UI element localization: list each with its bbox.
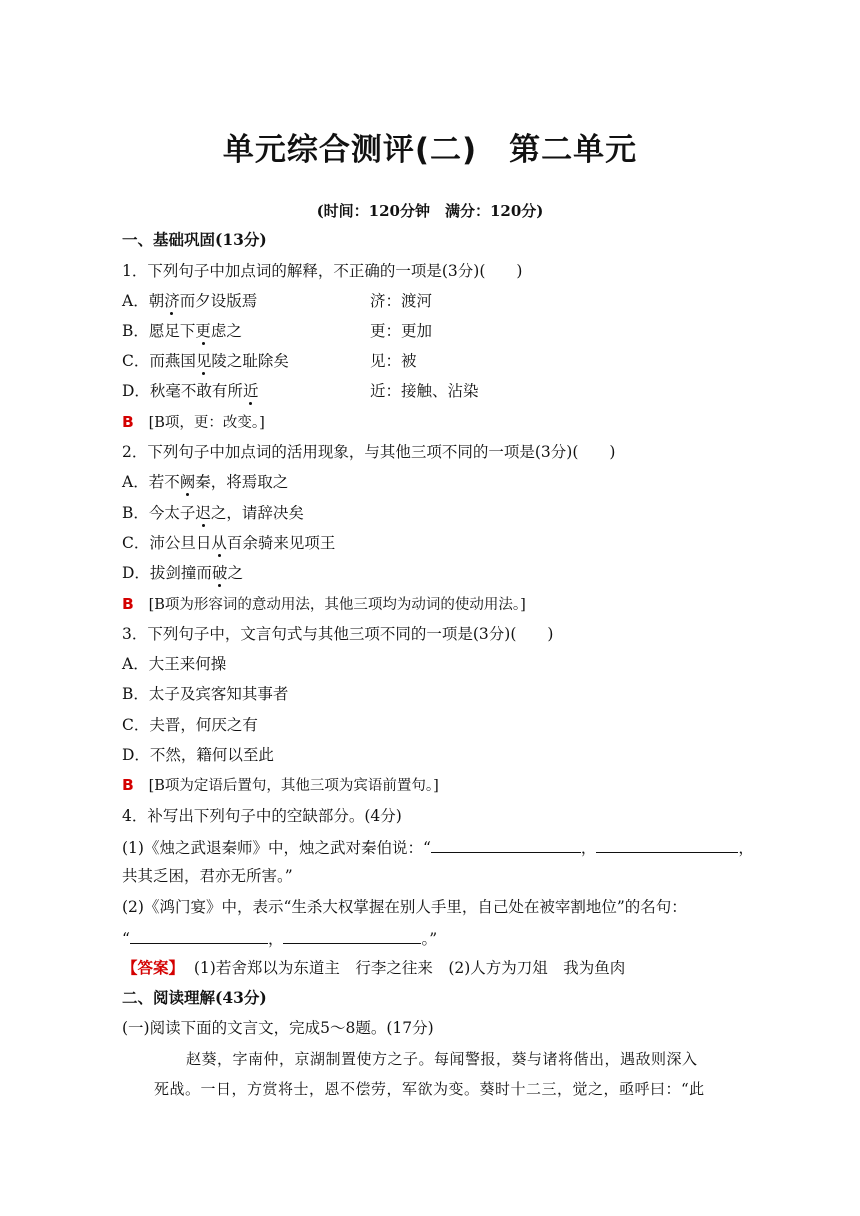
answer-blank[interactable] — [431, 836, 581, 853]
answer-blank[interactable] — [596, 836, 738, 853]
prompt-text: (1)《烛之武退秦师》中，烛之武对秦伯说：“ — [122, 839, 431, 857]
page-title: 单元综合测评(二) 第二单元 — [222, 132, 638, 168]
answer-explanation: [B项为定语后置句，其他三项为宾语前置句。] — [148, 778, 439, 794]
q4-part2-blanks — [122, 927, 762, 949]
option-text: A．朝 — [122, 292, 165, 310]
punctuation: ， — [580, 839, 597, 857]
section-heading-basics: 一、基础巩固(13分) — [122, 230, 267, 249]
punctuation: ， — [267, 930, 284, 948]
gloss: 更：更加 — [370, 322, 433, 340]
answer-explanation: [B项为形容词的意动用法，其他三项均为动词的使动用法。] — [148, 597, 526, 613]
gloss: 近：接触、沾染 — [370, 382, 479, 400]
q4-part1-cont: 共其乏困，君亦无所害。” — [122, 867, 293, 885]
q2-option-a — [122, 472, 762, 492]
q2-option-b — [122, 503, 762, 523]
option-text: 而夕设版焉 — [179, 292, 258, 310]
q3-option-a: A．大王来何操 — [122, 655, 227, 673]
option-text: C．而燕国 — [122, 352, 196, 370]
answer-text: (1)若舍郑以为东道主 行李之往来 (2)人方为刀俎 我为鱼肉 — [193, 959, 626, 977]
gloss: 济：渡河 — [370, 292, 433, 310]
dotted-word: 破 — [211, 564, 228, 582]
dotted-word: 从 — [211, 534, 227, 552]
section-heading-reading: 二、阅读理解(43分) — [122, 988, 267, 1007]
q3-option-b: B．太子及宾客知其事者 — [122, 685, 289, 703]
option-text: 之 — [227, 564, 243, 582]
option-text: D．拔剑撞而 — [122, 564, 212, 582]
q2-answer — [122, 594, 762, 615]
punctuation: “ — [122, 930, 130, 948]
dotted-word: 近 — [242, 382, 259, 400]
q1-option-b — [122, 321, 762, 341]
q3-option-d: D．不然，籍何以至此 — [122, 746, 274, 764]
option-text: 百余骑来见项王 — [226, 534, 336, 552]
option-text: 秦，将焉取之 — [195, 473, 289, 491]
option-text: 虑之 — [210, 322, 242, 340]
answer-label: 【答案】 — [122, 958, 185, 977]
option-text: 陵之耻除矣 — [211, 352, 289, 370]
q2-option-d — [122, 563, 762, 583]
exam-info: (时间：120分钟 满分：120分) — [316, 202, 544, 220]
q2-option-c — [122, 533, 762, 553]
option-text: D．秋毫不敢有所 — [122, 382, 243, 400]
q1-option-a — [122, 291, 762, 311]
reading-part-heading: (一)阅读下面的文言文，完成5～8题。(17分) — [122, 1019, 434, 1037]
answer-letter: B — [122, 595, 134, 613]
option-text: B．愿足下 — [122, 322, 196, 340]
answer-explanation: [B项，更：改变。] — [148, 415, 265, 431]
q1-option-d — [122, 381, 762, 401]
dotted-word: 济 — [164, 292, 180, 310]
dotted-word: 迟 — [195, 504, 211, 522]
passage-line: 死战。一日，方赏将士，恩不偿劳，军欲为变。葵时十二三，觉之，亟呼曰：“此 — [154, 1080, 705, 1098]
dotted-word: 阙 — [179, 473, 196, 491]
q2-stem: 2．下列句子中加点词的活用现象，与其他三项不同的一项是(3分)( ) — [122, 443, 616, 461]
answer-letter: B — [122, 413, 134, 431]
option-text: 之，请辞决矣 — [210, 504, 304, 522]
answer-blank[interactable] — [130, 927, 268, 944]
q3-answer — [122, 775, 762, 796]
punctuation: ， — [738, 839, 754, 857]
q3-stem: 3．下列句子中，文言句式与其他三项不同的一项是(3分)( ) — [122, 625, 554, 643]
option-text: C．沛公旦日 — [122, 534, 212, 552]
q4-part1 — [122, 836, 762, 858]
q3-option-c: C．夫晋，何厌之有 — [122, 716, 258, 734]
answer-blank[interactable] — [283, 927, 421, 944]
punctuation: 。” — [421, 930, 438, 948]
q1-stem: 1．下列句子中加点词的解释，不正确的一项是(3分)( ) — [122, 262, 523, 280]
dotted-word: 见 — [195, 352, 212, 370]
q1-option-c — [122, 351, 762, 371]
dotted-word: 更 — [195, 322, 211, 340]
q4-part2: (2)《鸿门宴》中，表示“生杀大权掌握在别人手里，自己处在被宰割地位”的名句： — [122, 898, 687, 916]
option-text: B．今太子 — [122, 504, 196, 522]
gloss: 见：被 — [370, 352, 417, 370]
answer-letter: B — [122, 776, 134, 794]
q4-answer — [122, 958, 762, 978]
passage-line: 赵葵，字南仲，京湖制置使方之子。每闻警报，葵与诸将偕出，遇敌则深入 — [186, 1050, 698, 1068]
option-text: A．若不 — [122, 473, 180, 491]
q1-answer — [122, 412, 762, 433]
q4-stem: 4．补写出下列句子中的空缺部分。(4分) — [122, 807, 402, 825]
